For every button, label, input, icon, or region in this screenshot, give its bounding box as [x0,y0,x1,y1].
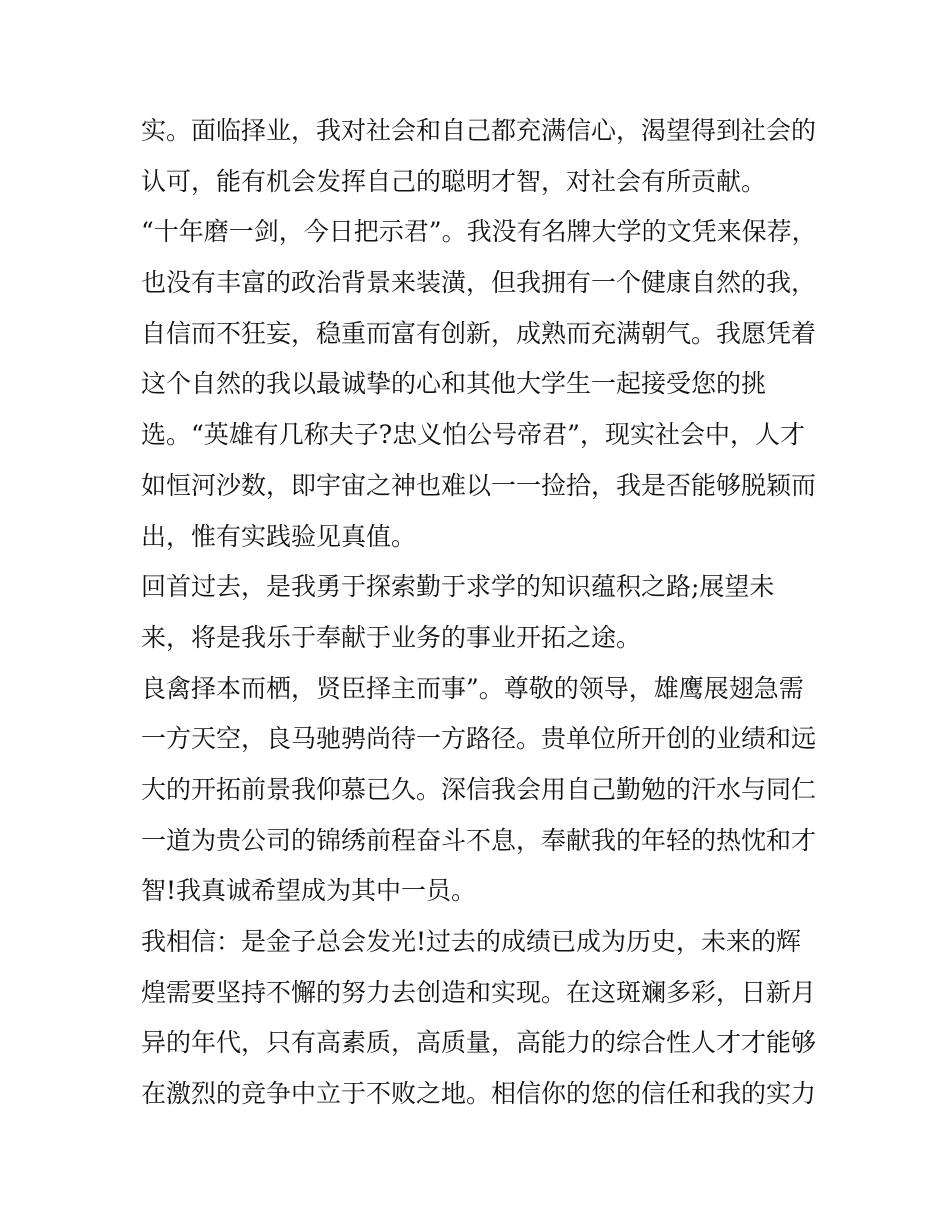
text-line: 如恒河沙数，即宇宙之神也难以一一捡拾，我是否能够脱颖而 [141,470,817,500]
text-line: 回首过去，是我勇于探索勤于求学的知识蕴积之路;展望未 [141,572,775,602]
text-line: 一方天空，良马驰骋尚待一方路径。贵单位所开创的业绩和远 [141,724,817,754]
text-line: 也没有丰富的政治背景来装潢，但我拥有一个健康自然的我， [141,268,817,298]
text-line: 自信而不狂妄，稳重而富有创新，成熟而充满朝气。我愿凭着 [141,318,817,348]
text-line: 智!我真诚希望成为其中一员。 [141,876,477,906]
text-line: 异的年代，只有高素质，高质量，高能力的综合性人才才能够 [141,1028,817,1058]
body-text [141,106,821,1120]
text-line: 认可，能有机会发挥自己的聪明才智，对社会有所贡献。 [141,166,767,196]
text-line: “十年磨一剑，今日把示君”。我没有名牌大学的文凭来保荐， [141,217,817,247]
text-line: 大的开拓前景我仰慕已久。深信我会用自己勤勉的汗水与同仁 [141,774,817,804]
text-line: 出，惟有实践验见真值。 [141,521,417,551]
text-line: 选。“英雄有几称夫子?忠义怕公号帝君”，现实社会中，人才 [141,420,805,450]
text-line: 在激烈的竞争中立于不败之地。相信你的您的信任和我的实力 [141,1079,817,1109]
text-line: 实。面临择业，我对社会和自己都充满信心，渴望得到社会的 [141,116,817,145]
text-line: 来，将是我乐于奉献于业务的事业开拓之途。 [141,622,642,652]
text-line: 一道为贵公司的锦绣前程奋斗不息，奉献我的年轻的热忱和才 [141,825,817,855]
text-line: 我相信：是金子总会发光!过去的成绩已成为历史，未来的辉 [141,927,802,956]
text-line: 良禽择本而栖，贤臣择主而事”。尊敬的领导，雄鹰展翅急需 [141,673,804,703]
text-line: 这个自然的我以最诚挚的心和其他大学生一起接受您的挑 [141,369,767,399]
text-line: 煌需要坚持不懈的努力去创造和实现。在这斑斓多彩，日新月 [141,977,817,1007]
